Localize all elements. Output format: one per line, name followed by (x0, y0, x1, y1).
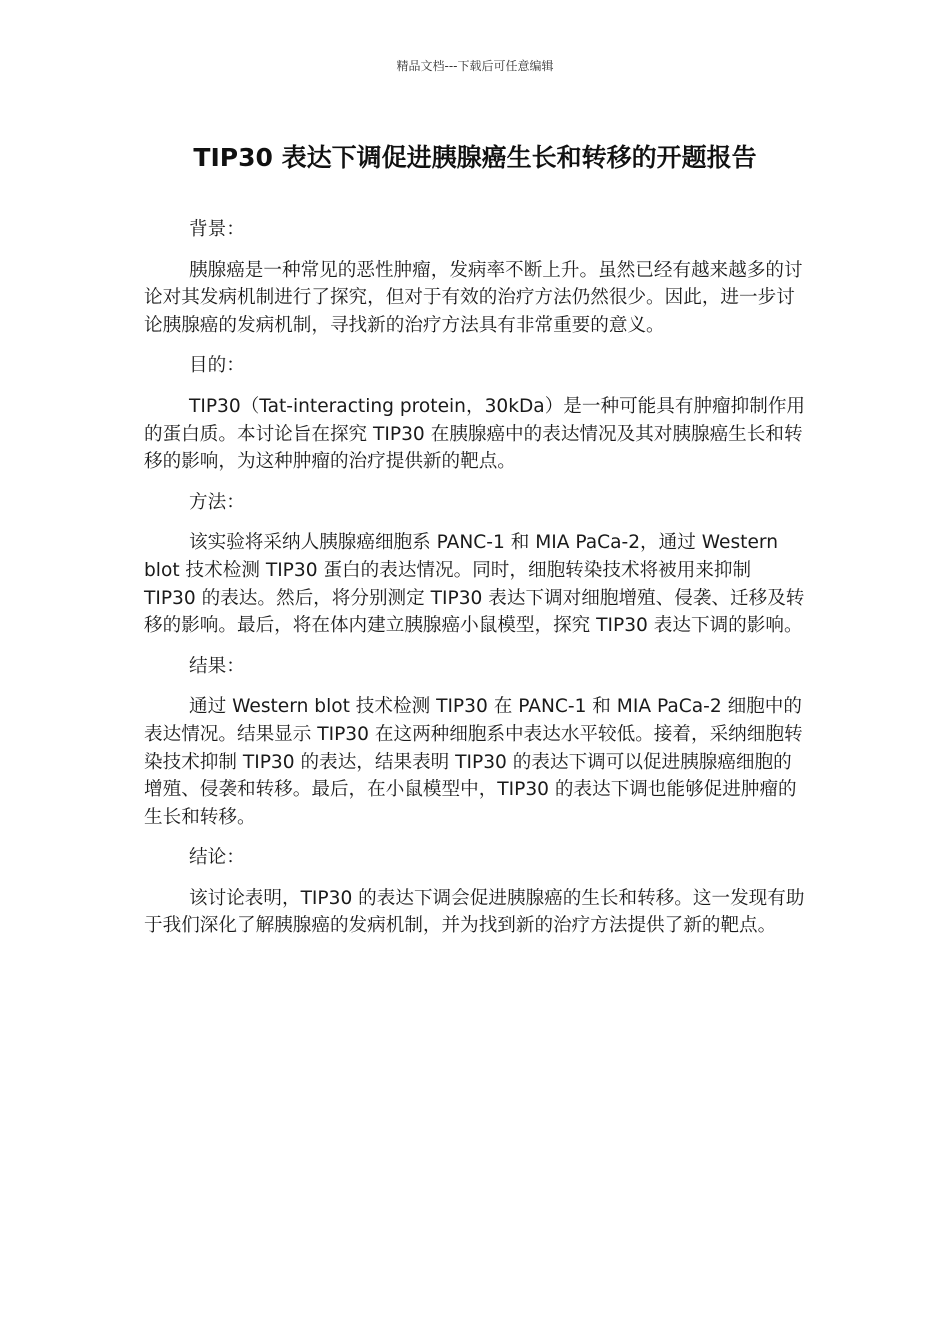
section-heading-results: 结果： (189, 655, 245, 677)
section-heading-conclusion: 结论： (189, 847, 245, 869)
section-heading-methods: 方法： (189, 491, 245, 513)
section-body-results: 通过 Western blot 技术检测 TIP30 在 PANC-1 和 MIA PaCa-2 细胞中的表达情况。结果显示 TIP30 在这两种细胞系中表达水平较低。接着，采纳细胞转染技术抑制 TIP30 的表达，结果表明 TIP30 的表达下调可以促进胰腺癌细胞的增殖、侵袭和转移。最后，在小鼠模型中，TIP30 的表达下调也能够促进肿瘤的生长和转移。 (144, 696, 803, 828)
section-heading-background: 背景： (189, 219, 245, 240)
section-body-methods: 该实验将采纳人胰腺癌细胞系 PANC-1 和 MIA PaCa-2，通过 Western blot 技术检测 TIP30 蛋白的表达情况。同时，细胞转染技术将被用来抑制 TIP30 的表达。然后，将分别测定 TIP30 表达下调对细胞增殖、侵袭、迁移及转移的影响。最后，将在体内建立胰腺癌小鼠模型，探究 TIP30 表达下调的影响。 (144, 532, 805, 637)
section-body-purpose: TIP30（Tat-interacting protein，30kDa）是一种可能具有肿瘤抑制作用的蛋白质。本讨论旨在探究 TIP30 在胰腺癌中的表达情况及其对胰腺癌生长和转移的影响，为这种肿瘤的治疗提供新的靶点。 (144, 395, 806, 473)
page-header: 精品文档---下载后可任意编辑 (396, 59, 554, 73)
document-title: TIP30 表达下调促进胰腺癌生长和转移的开题报告 (193, 143, 757, 172)
document-body (144, 216, 806, 953)
section-heading-purpose: 目的： (189, 355, 245, 377)
section-body-background: 胰腺癌是一种常见的恶性肿瘤，发病率不断上升。虽然已经有越来越多的讨论对其发病机制进行了探究，但对于有效的治疗方法仍然很少。因此，进一步讨论胰腺癌的发病机制，寻找新的治疗方法具有非常重要的意义。 (144, 259, 803, 336)
section-body-conclusion: 该讨论表明，TIP30 的表达下调会促进胰腺癌的生长和转移。这一发现有助于我们深化了解胰腺癌的发病机制，并为找到新的治疗方法提供了新的靶点。 (144, 887, 805, 937)
